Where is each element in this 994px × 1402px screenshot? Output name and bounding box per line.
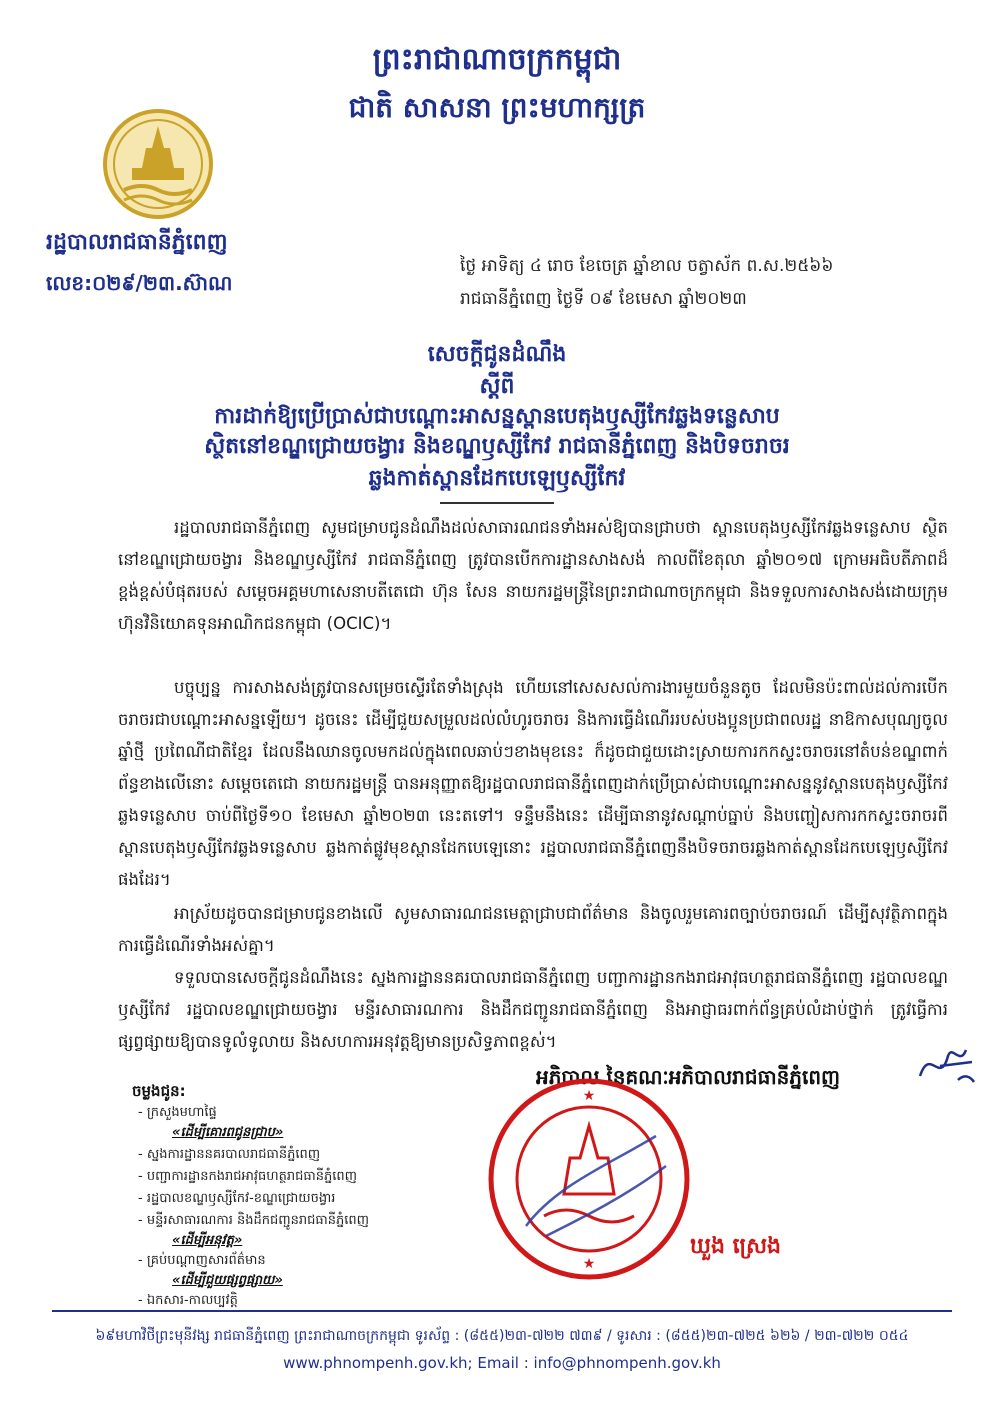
recipient-note: «ដើម្បីគោរពជូនជ្រាប» xyxy=(172,1125,284,1140)
notice-subject-line-1: ការដាក់ឱ្យប្រើប្រាស់ជាបណ្តោះអាសន្នស្ពានបេតុងឫស្សីកែវឆ្លងទន្លេសាប xyxy=(214,404,780,429)
svg-text:★: ★ xyxy=(582,1256,596,1272)
body-paragraph-1 xyxy=(118,512,948,640)
notice-subject-line-2: ស្ថិតនៅខណ្ឌជ្រោយចង្វារ និងខណ្ឌឫស្សីកែវ រាជធានីភ្នំពេញ និងបិទចរាចរ xyxy=(204,434,790,459)
recipient-item: - ស្នងការដ្ឋាននគរបាលរាជធានីភ្នំពេញ xyxy=(138,1147,321,1162)
body-paragraph-4 xyxy=(118,962,948,1058)
recipient-item: - មន្ទីរសាធារណការ និងដឹកជញ្ជូនរាជធានីភ្នំពេញ xyxy=(138,1213,369,1228)
official-seal-stamp xyxy=(486,1076,692,1282)
recipient-item: - ក្រសួងមហាផ្ទៃ xyxy=(138,1105,217,1120)
kingdom-title: ព្រះរាជាណាចក្រកម្ពុជា xyxy=(372,42,622,77)
recipient-note: «ដើម្បីជួយផ្សព្វផ្សាយ» xyxy=(172,1273,283,1288)
municipal-emblem-icon xyxy=(102,108,214,220)
lunar-date: ថ្ងៃ អាទិត្យ ៤ រោច ខែចេត្រ ឆ្នាំខាល ចត្វាស័ក ព.ស.២៥៦៦ xyxy=(460,256,834,276)
recipient-note: «ដើម្បីអនុវត្ត» xyxy=(172,1233,243,1248)
body-paragraph-2 xyxy=(118,672,948,896)
footer-address: ៦៩មហាវិថីព្រះមុនីវង្ស រាជធានីភ្នំពេញ ព្រះរាជាណាចក្រកម្ពុជា ទូរស័ព្ទ : (៨៥៥)២៣-៧២២ ៧៣៩ / ទូរសារ : (៨៥៥)២៣-៧២៥ ៦២៦ / ២៣-៧២២ ០៥៤ xyxy=(95,1328,909,1344)
recipient-item: - បញ្ជាការដ្ឋានកងរាជអាវុធហត្ថរាជធានីភ្នំពេញ xyxy=(138,1169,357,1184)
signatory-title: អភិបាល នៃគណៈអភិបាលរាជធានីភ្នំពេញ xyxy=(536,1065,841,1089)
signatory-name: ឃួង ស្រេង xyxy=(690,1234,782,1259)
body-paragraph-4-text: ទទួលបានសេចក្តីជូនដំណឹងនេះ ស្នងការដ្ឋាននគរបាលរាជធានីភ្នំពេញ បញ្ជាការដ្ឋានកងរាជអាវុធហត្ថរាជធានីភ្នំពេញ រដ្ឋបាលខណ្ឌឫស្សីកែវ រដ្ឋបាលខណ្ឌជ្រោយចង្វារ មន្ទីរសាធារណការ និងដឹកជញ្ជូនរាជធានីភ្នំពេញ និងអាជ្ញាធរពាក់ព័ន្ធគ្រប់លំដាប់ថ្នាក់ ត្រូវធ្វើការផ្សព្វផ្សាយឱ្យបានទូលំទូលាយ និងសហការអនុវត្តឱ្យមានប្រសិទ្ធភាពខ្ពស់។ xyxy=(118,968,948,1051)
body-paragraph-3 xyxy=(118,898,948,962)
recipient-item: - ឯកសារ-កាលប្បវត្តិ xyxy=(138,1293,238,1308)
handwritten-signature xyxy=(910,1036,980,1096)
notice-subject-line-3: ឆ្លងកាត់ស្ពានដែកបេឡេឫស្សីកែវ xyxy=(368,466,626,491)
reference-number: លេខ:០២៩/២៣.ស៊ាណ xyxy=(46,271,233,295)
gregorian-date: រាជធានីភ្នំពេញ ថ្ងៃទី ០៩ ខែមេសា ឆ្នាំ២០២៣ xyxy=(460,289,747,309)
footer-contact: www.phnompenh.gov.kh; Email : info@phnompenh.gov.kh xyxy=(283,1354,721,1372)
body-paragraph-1-text: រដ្ឋបាលរាជធានីភ្នំពេញ សូមជម្រាបជូនដំណឹងដល់សាធារណជនទាំងអស់ឱ្យបានជ្រាបថា ស្ពានបេតុងឫស្សីកែវឆ្លងទន្លេសាប ស្ថិតនៅខណ្ឌជ្រោយចង្វារ និងខណ្ឌឫស្សីកែវ រាជធានីភ្នំពេញ ត្រូវបានបើកការដ្ឋានសាងសង់ កាលពីខែតុលា ឆ្នាំ២០១៧ ក្រោមអធិបតីភាពដ៏ខ្ពង់ខ្ពស់បំផុតរបស់ សម្តេចអគ្គមហាសេនាបតីតេជោ ហ៊ុន សែន នាយករដ្ឋមន្ត្រីនៃព្រះរាជាណាចក្រកម្ពុជា និងទទួលការសាងសង់ដោយក្រុមហ៊ុនវិនិយោគទុនអាណិកជនកម្ពុជា (OCIC)។ xyxy=(118,518,948,633)
notice-subject-label: ស្តីពី xyxy=(479,374,515,399)
body-paragraph-2-text: បច្ចុប្បន្ន ការសាងសង់ត្រូវបានសម្រេចស្ទើរតែទាំងស្រុង ហើយនៅសេសសល់ការងារមួយចំនួនតូច ដែលមិនប៉ះពាល់ដល់ការបើកចរាចរជាបណ្តោះអាសន្នឡើយ។ ដូចនេះ ដើម្បីជួយសម្រួលដល់លំហូរចរាចរ និងការធ្វើដំណើររបស់បងប្អូនប្រជាពលរដ្ឋ នាឱកាសបុណ្យចូលឆ្នាំថ្មី ប្រពៃណីជាតិខ្មែរ ដែលនឹងឈានចូលមកដល់ក្នុងពេលឆាប់ៗខាងមុខនេះ ក៏ដូចជាជួយដោះស្រាយការកកស្ទះចរាចរនៅតំបន់ខណ្ឌពាក់ព័ន្ធខាងលើនោះ សម្តេចតេជោ នាយករដ្ឋមន្ត្រី បានអនុញ្ញាតឱ្យរដ្ឋបាលរាជធានីភ្នំពេញដាក់ប្រើប្រាស់ជាបណ្តោះអាសន្ននូវស្ពានបេតុងឫស្សីកែវឆ្លងទន្លេសាប ចាប់ពីថ្ងៃទី១០ ខែមេសា ឆ្នាំ២០២៣ នេះតទៅ។ ទន្ទឹមនឹងនេះ ដើម្បីធានានូវសណ្តាប់ធ្នាប់ និងបញ្ចៀសការកកស្ទះចរាចរពីស្ពានបេតុងឫស្សីកែវឆ្លងទន្លេសាប ឆ្លងកាត់ផ្លូវមុខស្ពានដែកបេឡេនោះ រដ្ឋបាលរាជធានីភ្នំពេញនឹងបិទចរាចរឆ្លងកាត់ស្ពានដែកបេឡេឫស្សីកែវផងដែរ។ xyxy=(118,678,948,889)
svg-text:★: ★ xyxy=(582,1088,596,1104)
footer-divider xyxy=(52,1310,952,1312)
notice-heading: សេចក្តីជូនដំណឹង xyxy=(427,342,567,367)
title-divider xyxy=(440,502,554,504)
recipient-item: - គ្រប់បណ្តាញសារព័ត៌មាន xyxy=(138,1253,266,1268)
body-paragraph-3-text: អាស្រ័យដូចបានជម្រាបជូនខាងលើ សូមសាធារណជនមេត្តាជ្រាបជាព័ត៌មាន និងចូលរួមគោរពច្បាប់ចរាចរណ៍ ដើម្បីសុវត្ថិភាពក្នុងការធ្វើដំណើរទាំងអស់គ្នា។ xyxy=(118,904,948,955)
issuer-name: រដ្ឋបាលរាជធានីភ្នំពេញ xyxy=(46,230,228,255)
recipients-label: ចម្លងជូន: xyxy=(132,1082,186,1100)
recipient-item: - រដ្ឋបាលខណ្ឌឫស្សីកែវ-ខណ្ឌជ្រោយចង្វារ xyxy=(138,1191,336,1206)
kingdom-motto: ជាតិ សាសនា ព្រះមហាក្សត្រ xyxy=(348,91,646,124)
